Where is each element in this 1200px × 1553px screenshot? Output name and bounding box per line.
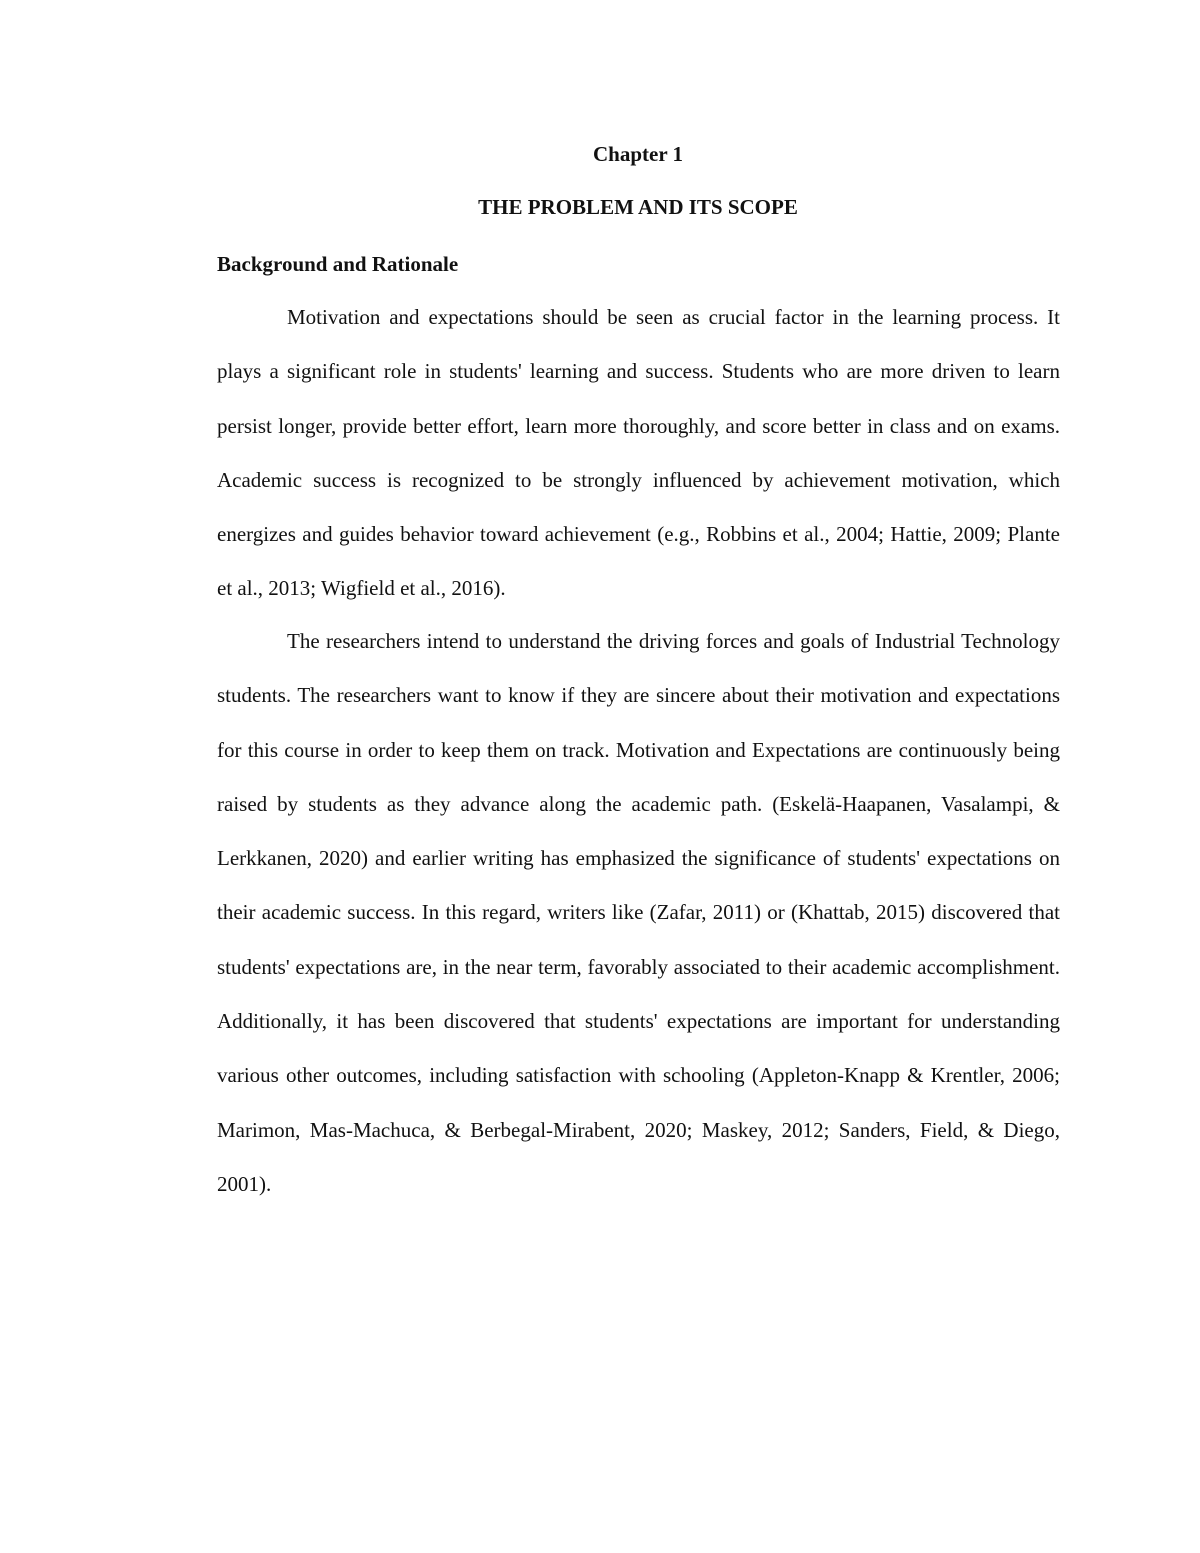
body-paragraph: The researchers intend to understand the driving forces and goals of Industrial Technology students. The researchers want to know if they are sincere about their motivation and expectations for this course in order to keep them on track. Motivation and Expectations are continuously being raised by students as they advance along the academic path. (Eskelä-Haapanen, Vasalampi, & Lerkkanen, 2020) and earlier writing has emphasized the significance of students' expectations on their academic success. In this regard, writers like (Zafar, 2011) or (Khattab, 2015) discovered that students' expectations are, in the near term, favorably associated to their academic accomplishment. Additionally, it has been discovered that students' expectations are important for understanding various other outcomes, including satisfaction with schooling (Appleton-Knapp & Krentler, 2006; Marimon, Mas-Machuca, & Berbegal-Mirabent, 2020; Maskey, 2012; Sanders, Field, & Diego, 2001).: [217, 629, 1060, 1196]
chapter-title: THE PROBLEM AND ITS SCOPE: [478, 195, 798, 219]
body-paragraph: Motivation and expectations should be seen as crucial factor in the learning process. It plays a significant role in students' learning and success. Students who are more driven to learn persist longer, provide better effort, learn more thoroughly, and score better in class and on exams. Academic success is recognized to be strongly influenced by achievement motivation, which energizes and guides behavior toward achievement (e.g., Robbins et al., 2004; Hattie, 2009; Plante et al., 2013; Wigfield et al., 2016).: [217, 305, 1060, 601]
section-heading: Background and Rationale: [217, 252, 459, 276]
chapter-number: Chapter 1: [592, 142, 684, 166]
